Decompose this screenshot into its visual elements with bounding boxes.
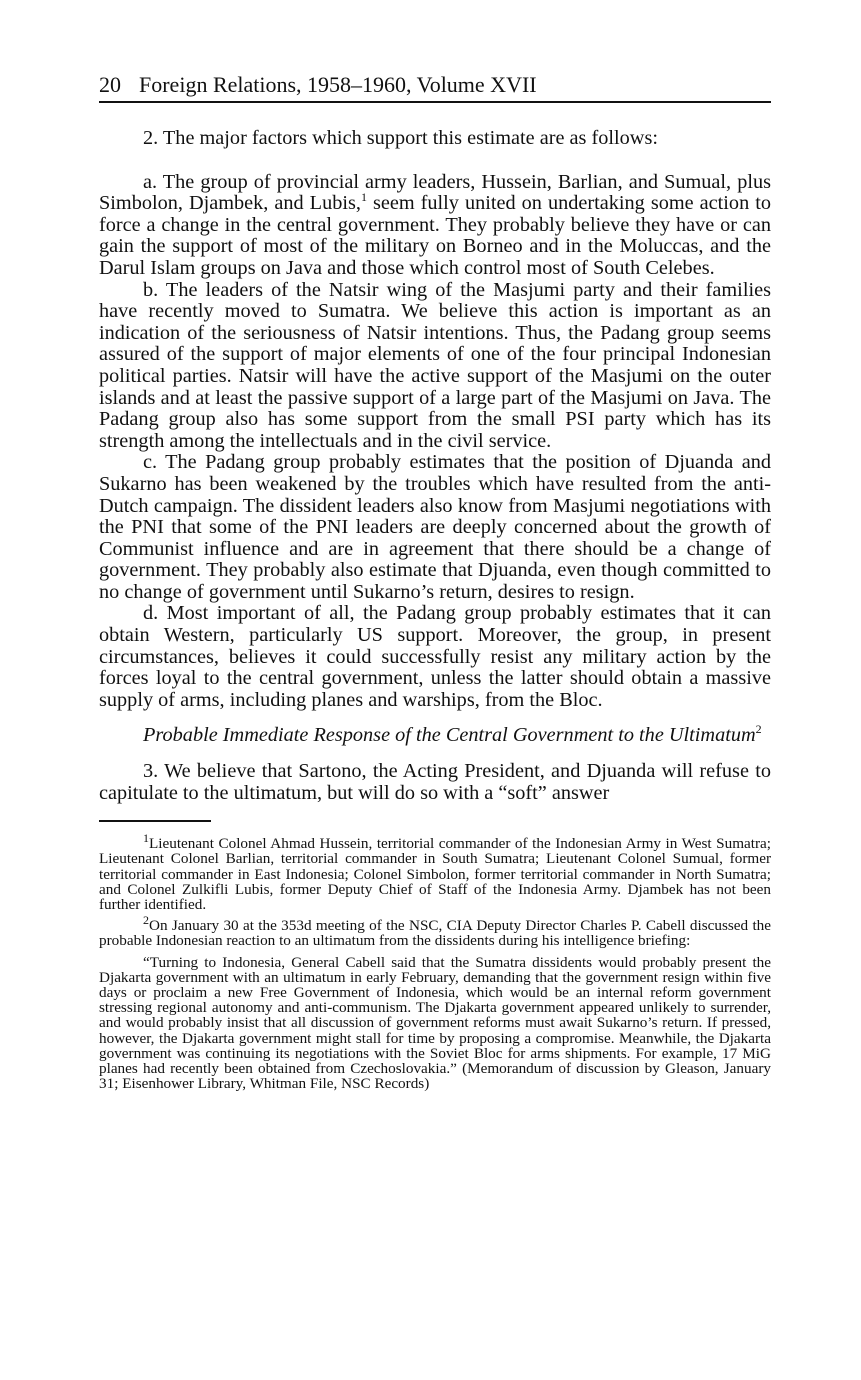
footnote-1 — [99, 831, 771, 914]
body-text — [99, 128, 771, 804]
document-page — [99, 72, 771, 1091]
footnote-2-quote: “Turning to Indonesia, General Cabell said that the Sumatra dissidents would probably present the Djakarta government with an ultimatum in early February, demanding that the government resign within five days or proclaim a new Free Government of Indonesia, which would be an internal reform government stressing regional autonomy and anti-communism. The Djakarta government appeared unlikely to surrender, and would probably insist that all discussion of government reforms must await Sukarno’s return. If pressed, however, the Djakarta government might stall for time by proposing a compromise. Meanwhile, the Djakarta government was continuing its negotiations with the Soviet Bloc for arms shipments. For example, 17 MiG planes had recently been obtained from Czechoslovakia.” (Memorandum of discussion by Gleason, January 31; Eisenhower Library, Whitman File, NSC Records) — [99, 953, 771, 1093]
page-number: 20 — [99, 72, 121, 97]
footnote-2-text: On January 30 at the 353d meeting of the NSC, CIA Deputy Director Charles P. Cabell discussed the probable Indonesian reaction to an ultimatum from the dissidents during his intelligence briefing: — [99, 917, 771, 950]
paragraph-2-intro: 2. The major factors which support this estimate are as follows: — [143, 127, 658, 149]
paragraph-b: b. The leaders of the Natsir wing of the Masjumi party and their families have recently moved to Sumatra. We believe this action is important as an indication of the seriousness of Natsir intentions. Thus, the Padang group seems assured of the support of major elements of one of the four principal Indonesian political parties. Natsir will have the active support of the Masjumi on the outer islands and at least the passive support of a large part of the Masjumi on Java. The Padang group also has some support from the small PSI party which has its strength among the intellectuals and in the civil service. — [99, 278, 771, 452]
running-title: Foreign Relations, 1958–1960, Volume XVII — [139, 72, 537, 97]
footnote-divider — [99, 820, 211, 822]
paragraph-c: c. The Padang group probably estimates that the position of Djuanda and Sukarno has been weakened by the troubles which have resulted from the anti-Dutch campaign. The dissident leaders also know from Masjumi negotiations with the PNI that some of the PNI leaders are deeply concerned about the growth of Communist influence and are in agreement that there should be a change of government. They probably also estimate that Djuanda, even though committed to no change of government until Sukarno’s return, desires to resign. — [99, 451, 771, 603]
footnotes — [99, 831, 771, 1093]
paragraph-a-start: a. The group of provincial army leaders, Hussein, Barlian, and Sumual, plus Simbolon, Djambek, and Lubis, — [99, 170, 771, 215]
footnote-ref-2: 2 — [755, 722, 762, 737]
section-heading — [99, 722, 771, 747]
footnote-ref-1: 1 — [360, 190, 367, 205]
paragraph-a-end: seem fully united on undertaking some action to force a change in the central government. They probably believe they have or can gain the support of most of the military on Borneo and in the Moluccas, and the Darul Islam groups on Java and those which control most of South Celebes. — [99, 192, 771, 279]
paragraph-3: 3. We believe that Sartono, the Acting President, and Djuanda will refuse to capitulate to the ultimatum, but will do so with a “soft” answer — [99, 760, 771, 804]
footnote-1-number: 1 — [143, 831, 149, 846]
paragraph-d: d. Most important of all, the Padang group probably estimates that it can obtain Western, particularly US support. Moreover, the group, in present circumstances, believes it could successfully resist any military action by the forces loyal to the central government, unless the latter should obtain a massive supply of arms, including planes and warships, from the Bloc. — [99, 602, 771, 711]
running-header — [99, 72, 771, 103]
paragraph-a — [99, 172, 771, 280]
footnote-2-number: 2 — [143, 913, 149, 928]
footnote-1-text: Lieutenant Colonel Ahmad Hussein, territorial commander of the Indonesian Army in West Sumatra; Lieutenant Colonel Barlian, territorial commander in South Sumatra; Lieutenant Colonel Sumual, former territorial commander in East Indonesia; Colonel Simbolon, former territorial commander in North Sumatra; and Colonel Zulkifli Lubis, former Deputy Chief of Staff of the Indonesia Army. Djambek has not been further identified. — [99, 835, 771, 914]
footnote-2 — [99, 913, 771, 950]
section-heading-text: Probable Immediate Response of the Central Government to the Ultimatum — [143, 724, 756, 747]
